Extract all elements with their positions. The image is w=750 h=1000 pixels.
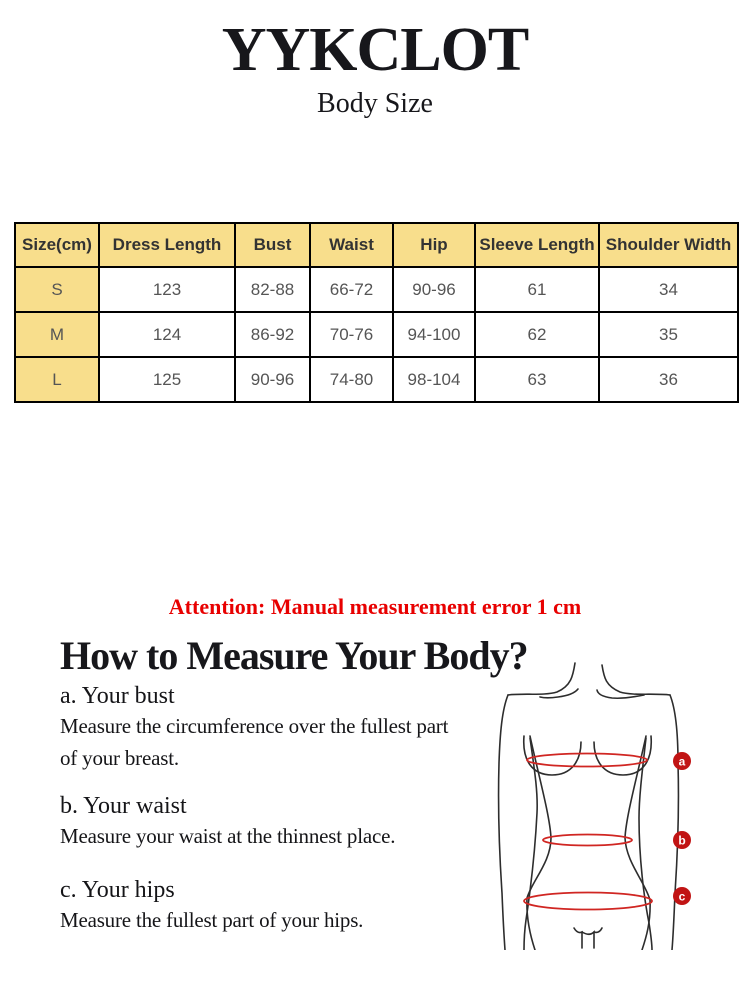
column-header-shoulder-width: Shoulder Width — [599, 223, 738, 267]
table-cell: 35 — [599, 312, 738, 357]
table-cell: 82-88 — [235, 267, 310, 312]
table-cell: 86-92 — [235, 312, 310, 357]
how-to-heading: How to Measure Your Body? — [60, 633, 528, 678]
body-outline — [499, 663, 679, 950]
table-cell: 74-80 — [310, 357, 393, 402]
section-bust-text-line: of your breast. — [60, 746, 179, 770]
page-subtitle: Body Size — [317, 88, 433, 119]
attention-note: Attention: Manual measurement error 1 cm — [168, 594, 582, 619]
section-bust — [60, 682, 500, 774]
size-label-cell: L — [15, 357, 99, 402]
column-header-size: Size(cm) — [15, 223, 99, 267]
section-hips-text-line: Measure the fullest part of your hips. — [60, 908, 364, 932]
hips-tape-line — [524, 893, 652, 910]
column-header-hip: Hip — [393, 223, 475, 267]
marker-b-label: b — [678, 833, 686, 848]
table-row-s — [15, 267, 738, 312]
marker-a-label: a — [678, 754, 686, 769]
table-cell: 124 — [99, 312, 235, 357]
table-cell: 34 — [599, 267, 738, 312]
table-cell: 125 — [99, 357, 235, 402]
size-chart-table — [14, 222, 739, 403]
section-waist-heading: b. Your waist — [60, 793, 187, 819]
table-cell: 94-100 — [393, 312, 475, 357]
waist-tape-line — [543, 835, 632, 846]
column-header-sleeve-length: Sleeve Length — [475, 223, 599, 267]
section-waist-text-line: Measure your waist at the thinnest place. — [60, 824, 396, 848]
table-cell: 62 — [475, 312, 599, 357]
table-cell: 63 — [475, 357, 599, 402]
table-row-m — [15, 312, 738, 357]
table-cell: 90-96 — [393, 267, 475, 312]
table-row-l — [15, 357, 738, 402]
section-bust-heading: a. Your bust — [60, 683, 175, 709]
table-cell: 66-72 — [310, 267, 393, 312]
section-hips-heading: c. Your hips — [60, 877, 175, 903]
section-hips — [60, 876, 500, 936]
column-header-bust: Bust — [235, 223, 310, 267]
section-waist — [60, 792, 500, 852]
marker-c-label: c — [678, 889, 686, 904]
table-cell: 90-96 — [235, 357, 310, 402]
table-cell: 123 — [99, 267, 235, 312]
table-header-row — [15, 223, 738, 267]
size-label-cell: S — [15, 267, 99, 312]
table-cell: 98-104 — [393, 357, 475, 402]
brand-title: YYKCLOT — [221, 16, 529, 84]
table-cell: 61 — [475, 267, 599, 312]
bust-tape-line — [527, 754, 647, 767]
column-header-waist: Waist — [310, 223, 393, 267]
section-bust-text-line: Measure the circumference over the fullest part — [60, 714, 449, 738]
table-cell: 70-76 — [310, 312, 393, 357]
column-header-dress-length: Dress Length — [99, 223, 235, 267]
size-label-cell: M — [15, 312, 99, 357]
body-measurement-diagram — [494, 648, 694, 950]
table-cell: 36 — [599, 357, 738, 402]
